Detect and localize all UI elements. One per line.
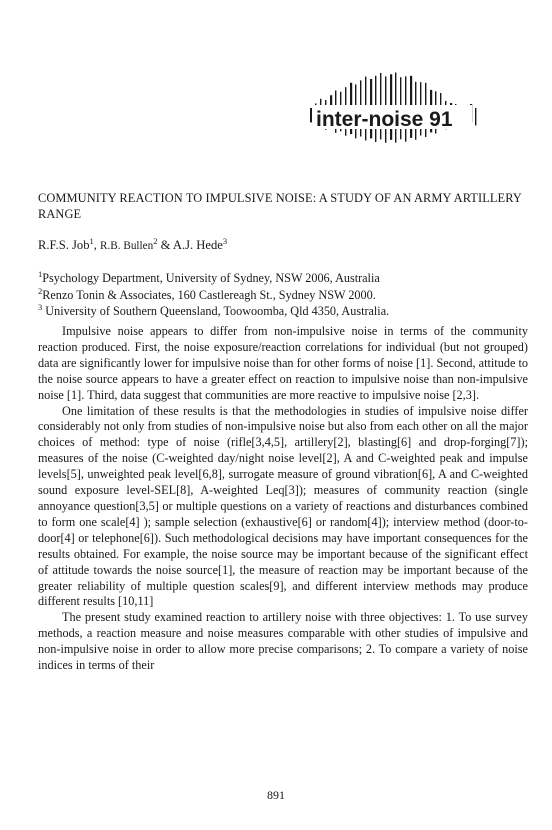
affiliation-mark: 1 <box>38 269 43 279</box>
paragraph: The present study examined reaction to artillery noise with three objectives: 1. To use survey methods, a reaction measure and noise measures comparable with other studies of impulsive and non-impulsive noise in order to allow more precise comparisons; 2. To compare a variety of noise indices in terms of their <box>38 610 528 673</box>
author-2: R.B. Bullen <box>100 240 154 252</box>
affiliation-1 <box>38 270 528 287</box>
author-separator: , <box>93 238 101 252</box>
affiliation-text: University of Southern Queensland, Toowoomba, Qld 4350, Australia. <box>42 304 390 319</box>
author-2-mark: 2 <box>153 236 158 246</box>
author-1: R.F.S. Job <box>38 238 90 252</box>
affiliation-mark: 2 <box>38 285 43 296</box>
page-number: 891 <box>267 788 285 802</box>
body-text <box>38 324 528 674</box>
affiliation-mark: 3 <box>38 302 43 313</box>
author-3-mark: 3 <box>222 236 228 246</box>
author-1-mark: 1 <box>89 236 94 246</box>
paper-title: COMMUNITY REACTION TO IMPULSIVE NOISE: A STUDY OF AN ARMY ARTILLERY RANGE <box>38 191 522 221</box>
paragraph: Impulsive noise appears to differ from non-impulsive noise in terms of the community reaction produced. First, the noise exposure/reaction correlations for individual (but not grouped) data are significantly lower for impulsive noise than for other forms of noise [1]. Second, attitude to the noise source appears to have a greater effect on reaction to impulsive noise than non-impulsive noise [1]. Third, data suggest that communities are more reactive to impulsive noise [2,3]. <box>38 324 528 402</box>
logo-text: inter-noise 91 <box>316 108 453 131</box>
inter-noise-91-logo <box>296 58 496 168</box>
affiliation-3 <box>38 303 528 320</box>
paragraph: One limitation of these results is that the methodologies in studies of impulsive noise differ considerably not only from studies of non-impulsive noise but also from each other on all the major choices of method: type of noise (rifle[3,4,5], artillery[2], blasting[6] and drop-forging[7]); measures of the noise (C-weighted day/night noise level[2], A and C-weighted peak and impulse levels[5], unweighted peak level[6,8], surrogate measure of ground vibration[6], A and C-weighted sound exposure level-SEL[8], A-weighted Leq[3]); measures of community reaction (single annoyance question[3,5] or multiple questions on a variety of reactions and disturbances combined to form one scale[4] ); sample selection (exhaustive[6] or random[4]); interview method (door-to-door[4] or telephone[6]). Such methodological decisions may have important consequences for the results obtained. For example, the noise source may be important because of the significant effect of attitude towards the noise source[1], the measure of reaction may be important because of the greater reliability of multiple question scales[9], and different interview methods may produce different results [10,11] <box>38 403 528 609</box>
author-separator: & <box>157 238 173 252</box>
author-line <box>38 238 528 253</box>
affiliations <box>38 270 528 320</box>
affiliation-text: Psychology Department, University of Sydney, NSW 2006, Australia <box>42 271 380 285</box>
author-3: A.J. Hede <box>172 238 223 252</box>
affiliation-2 <box>38 287 528 304</box>
affiliation-text: Renzo Tonin & Associates, 160 Castlereagh St., Sydney NSW 2000. <box>42 287 376 302</box>
